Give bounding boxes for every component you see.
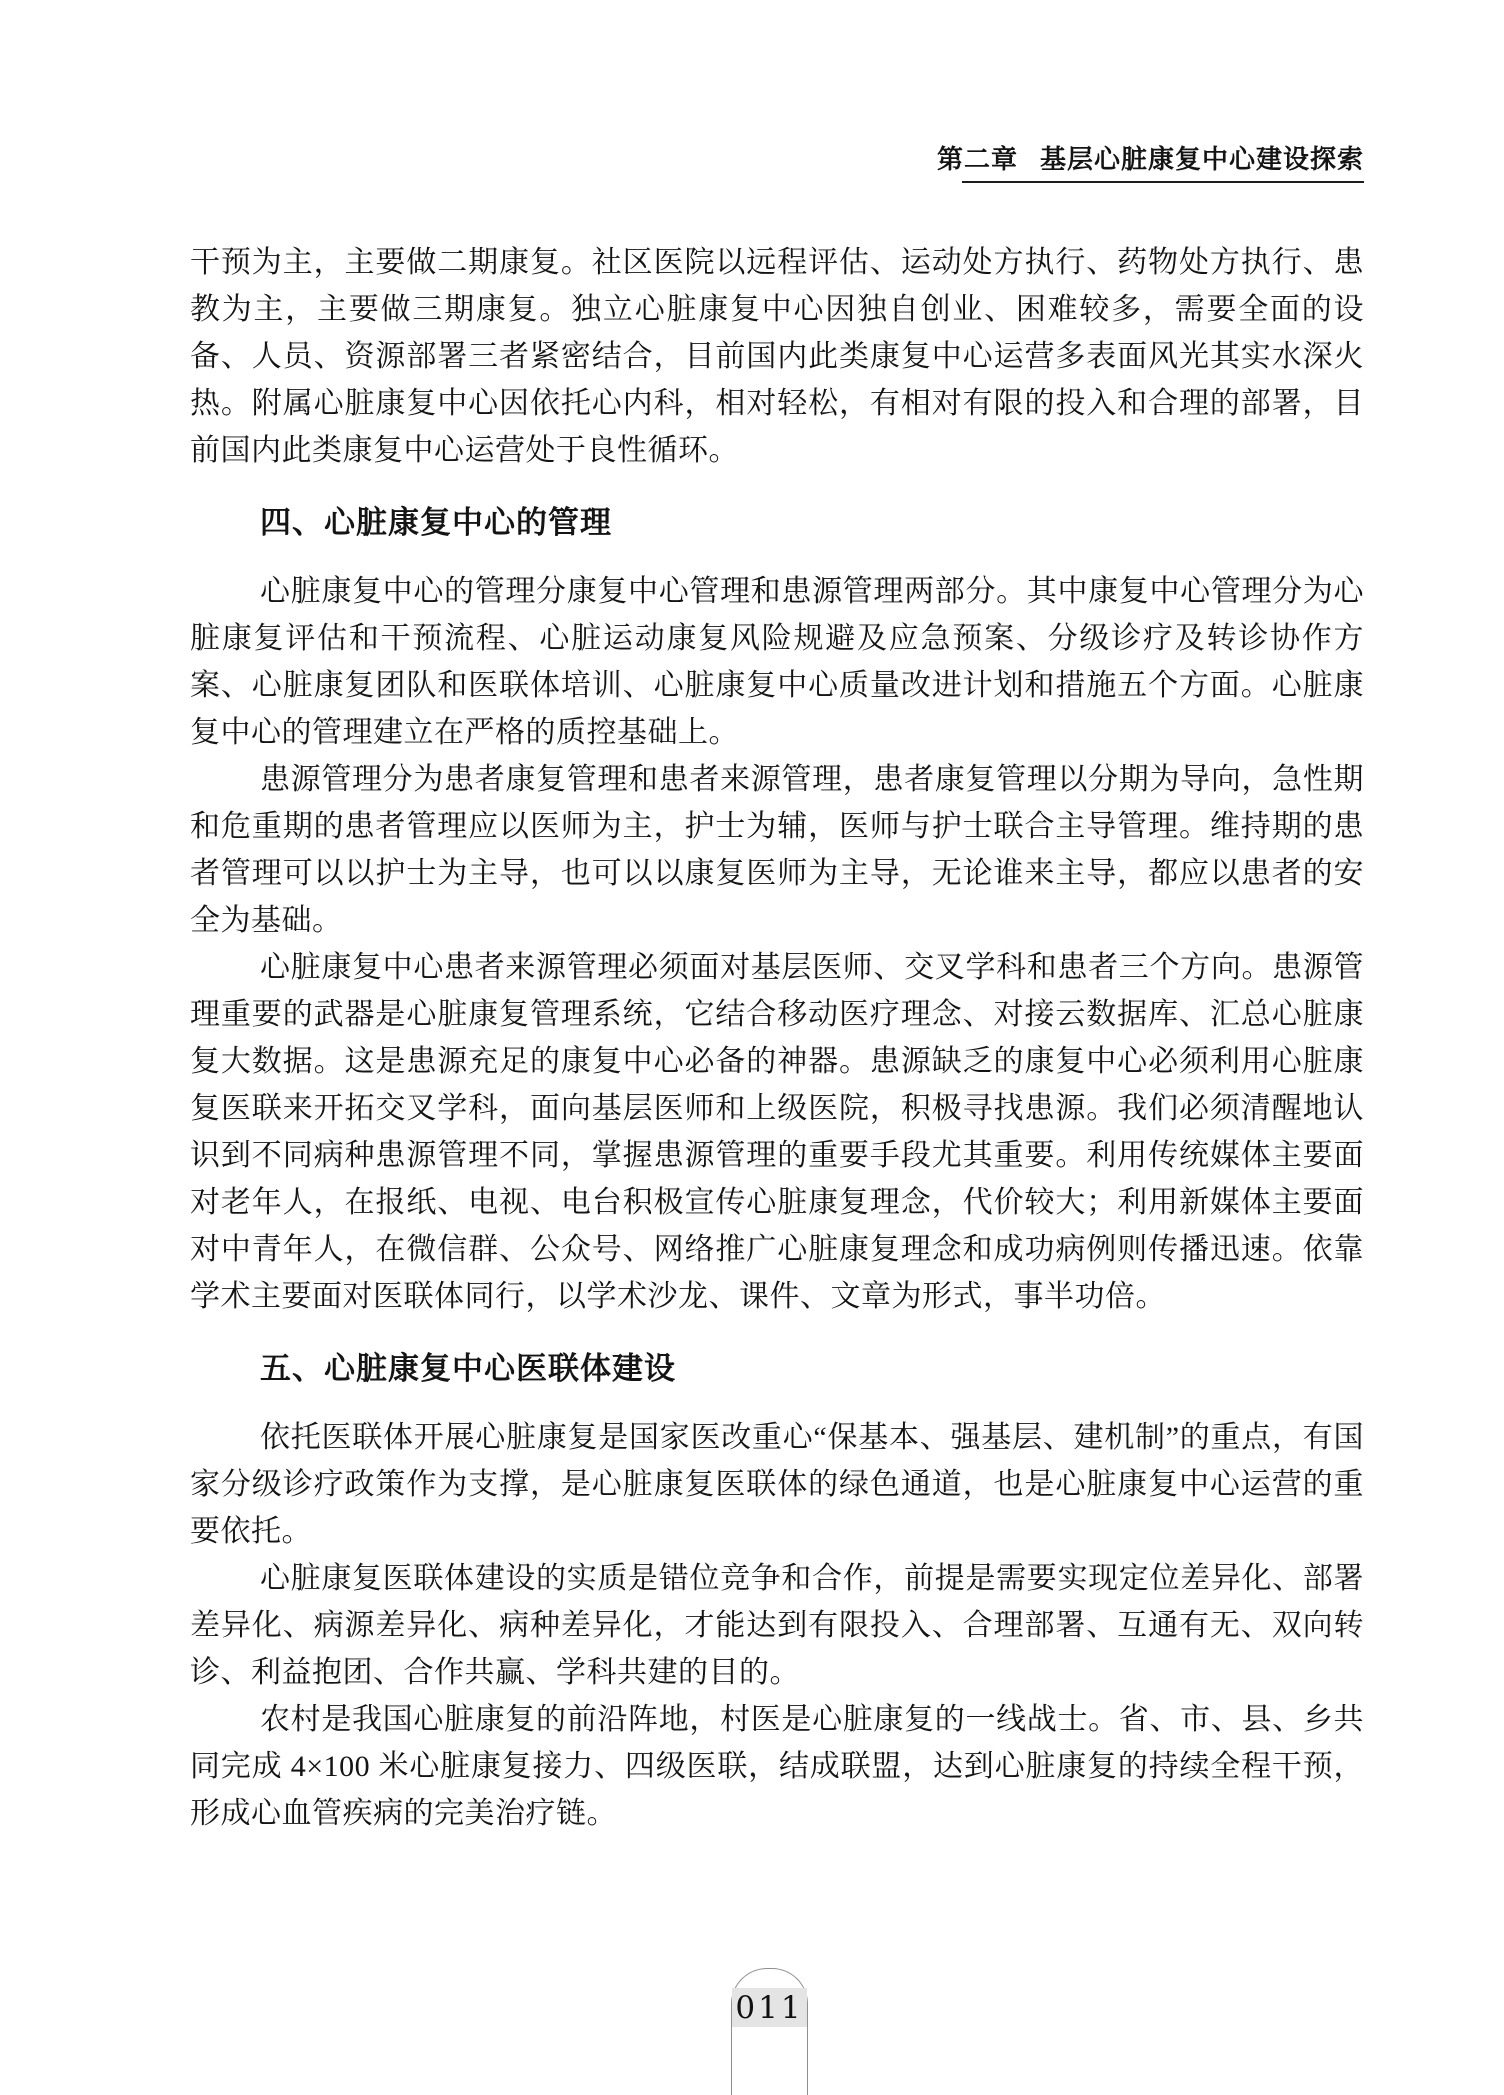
chapter-title: 基层心脏康复中心建设探索 <box>1039 144 1364 174</box>
page-number-tab <box>731 1968 808 2095</box>
header-rule <box>962 181 1364 183</box>
paragraph: 心脏康复中心的管理分康复中心管理和患源管理两部分。其中康复中心管理分为心脏康复评估和干预流程、心脏运动康复风险规避及应急预案、分级诊疗及转诊协作方案、心脏康复团队和医联体培训、心脏康复中心质量改进计划和措施五个方面。心脏康复中心的管理建立在严格的质控基础上。 <box>190 575 1364 749</box>
page-number: 011 <box>735 1989 804 2026</box>
paragraph: 依托医联体开展心脏康复是国家医改重心“保基本、强基层、建机制”的重点，有国家分级诊疗政策作为支撑，是心脏康复医联体的绿色通道，也是心脏康复中心运营的重要依托。 <box>190 1421 1364 1548</box>
paragraph: 心脏康复医联体建设的实质是错位竞争和合作，前提是需要实现定位差异化、部署差异化、病源差异化、病种差异化，才能达到有限投入、合理部署、互通有无、双向转诊、利益抱团、合作共赢、学科共建的目的。 <box>190 1562 1364 1689</box>
body-text-column <box>190 239 1364 1837</box>
paragraph: 患源管理分为患者康复管理和患者来源管理，患者康复管理以分期为导向，急性期和危重期的患者管理应以医师为主，护士为辅，医师与护士联合主导管理。维持期的患者管理可以以护士为主导，也可以以康复医师为主导，无论谁来主导，都应以患者的安全为基础。 <box>190 763 1364 937</box>
section-heading-5: 五、心脏康复中心医联体建设 <box>260 1351 676 1386</box>
paragraph: 农村是我国心脏康复的前沿阵地，村医是心脏康复的一线战士。省、市、县、乡共同完成 4×100 米心脏康复接力、四级医联，结成联盟，达到心脏康复的持续全程干预，形成心血管疾病的完美治疗链。 <box>190 1703 1364 1830</box>
page-number-band <box>732 1988 807 2027</box>
paragraph-continuation: 干预为主，主要做二期康复。社区医院以远程评估、运动处方执行、药物处方执行、患教为主，主要做三期康复。独立心脏康复中心因独自创业、困难较多，需要全面的设备、人员、资源部署三者紧密结合，目前国内此类康复中心运营多表面风光其实水深火热。附属心脏康复中心因依托心内科，相对轻松，有相对有限的投入和合理的部署，目前国内此类康复中心运营处于良性循环。 <box>190 246 1364 467</box>
paragraph: 心脏康复中心患者来源管理必须面对基层医师、交叉学科和患者三个方向。患源管理重要的武器是心脏康复管理系统，它结合移动医疗理念、对接云数据库、汇总心脏康复大数据。这是患源充足的康复中心必备的神器。患源缺乏的康复中心必须利用心脏康复医联来开拓交叉学科，面向基层医师和上级医院，积极寻找患源。我们必须清醒地认识到不同病种患源管理不同，掌握患源管理的重要手段尤其重要。利用传统媒体主要面对老年人，在报纸、电视、电台积极宣传心脏康复理念，代价较大；利用新媒体主要面对中青年人，在微信群、公众号、网络推广心脏康复理念和成功病例则传播迅速。依靠学术主要面对医联体同行，以学术沙龙、课件、文章为形式，事半功倍。 <box>190 951 1364 1313</box>
section-heading-4: 四、心脏康复中心的管理 <box>260 505 612 540</box>
chapter-number: 第二章 <box>936 144 1018 174</box>
running-header <box>937 144 1364 174</box>
